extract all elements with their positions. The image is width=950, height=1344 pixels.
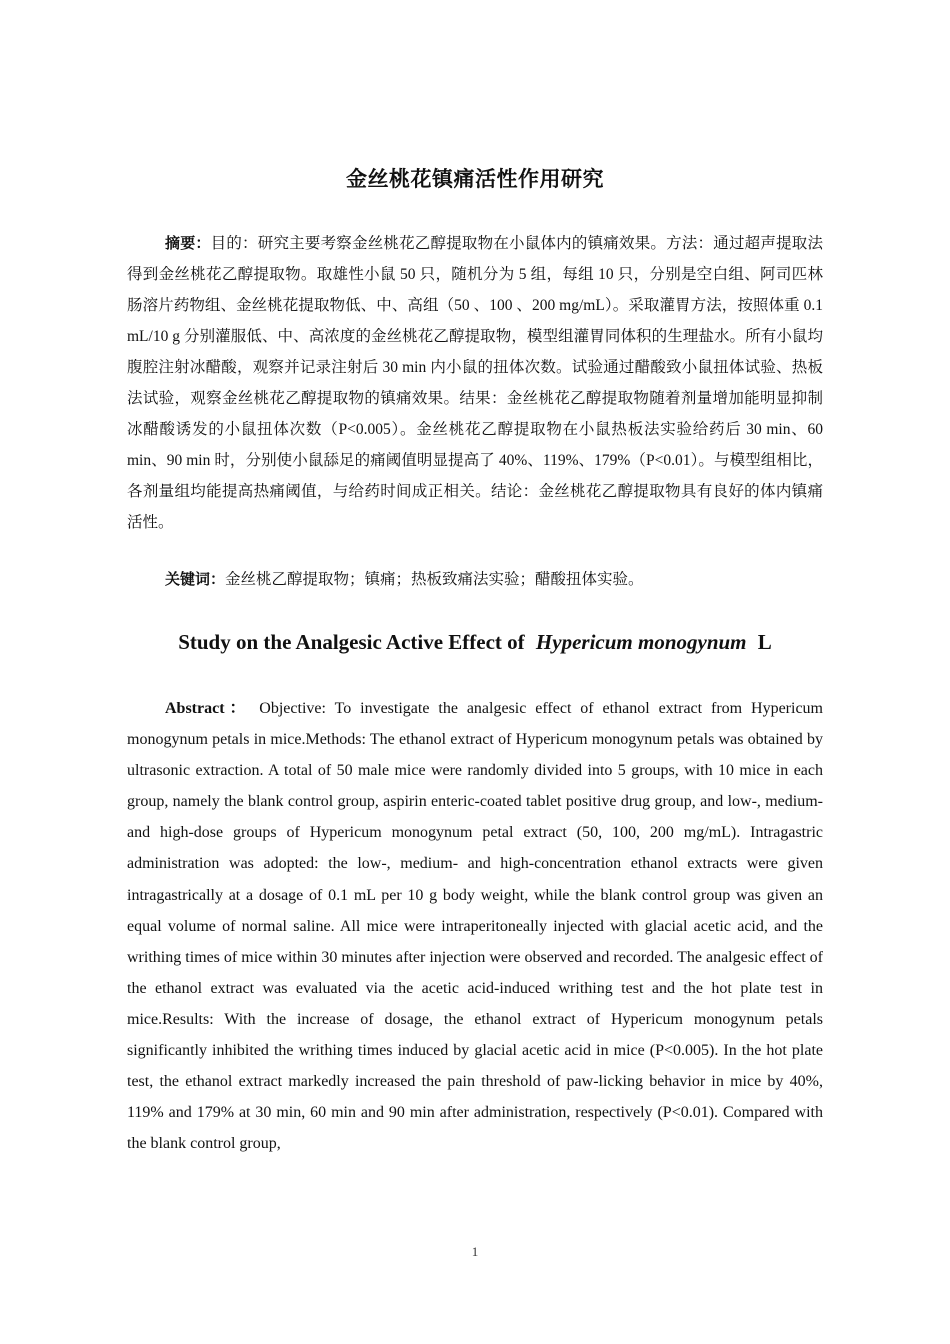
- chinese-keywords-text: 金丝桃乙醇提取物；镇痛；热板致痛法实验；醋酸扭体实验。: [225, 571, 644, 588]
- chinese-title: 金丝桃花镇痛活性作用研究: [346, 167, 604, 191]
- english-title-suffix: L: [757, 630, 772, 654]
- chinese-abstract-text: 目的：研究主要考察金丝桃花乙醇提取物在小鼠体内的镇痛效果。方法：通过超声提取法得到金丝桃花乙醇提取物。取雄性小鼠 50 只，随机分为 5 组，每组 10 只，分别是空白组、阿司匹林肠溶片药物组、金丝桃花提取物低、中、高组（50 、100 、200 mg/mL）。采取灌胃方法，按照体重 0.1 mL/10 g 分别灌服低、中、高浓度的金丝桃花乙醇提取物，模型组灌胃同体积的生理盐水。所有小鼠均腹腔注射冰醋酸，观察并记录注射后 30 min 内小鼠的扭体次数。试验通过醋酸致小鼠扭体试验、热板法试验，观察金丝桃花乙醇提取物的镇痛效果。结果：金丝桃花乙醇提取物随着剂量增加能明显抑制冰醋酸诱发的小鼠扭体次数（P<0.005）。金丝桃花乙醇提取物在小鼠热板法实验给药后 30 min、60 min、90 min 时，分别使小鼠舔足的痛阈值明显提高了 40%、119%、179%（P<0.01）。与模型组相比，各剂量组均能提高热痛阈值，与给药时间成正相关。结论：金丝桃花乙醇提取物具有良好的体内镇痛活性。: [127, 235, 823, 531]
- chinese-keywords-label: 关键词：: [165, 570, 226, 588]
- english-abstract: [127, 693, 823, 1159]
- english-title: [0, 630, 950, 655]
- english-abstract-label: Abstract：: [165, 700, 251, 717]
- english-title-prefix: Study on the Analgesic Active Effect of: [178, 630, 525, 654]
- chinese-abstract: [127, 228, 823, 538]
- english-title-species: Hypericum monogynum: [535, 630, 747, 654]
- english-abstract-text: Objective: To investigate the analgesic effect of ethanol extract from Hypericum monogynum petals in mice.Methods: The ethanol extract of Hypericum monogynum petals was obtained by ultrasonic extraction. A total of 50 male mice were randomly divided into 5 groups, with 10 mice in each group, namely the blank control group, aspirin enteric-coated tablet positive drug group, and low-, medium- and high-dose groups of Hypericum monogynum petal extract (50, 100, 200 mg/mL). Intragastric administration was adopted: the low-, medium- and high-concentration ethanol extracts were given intragastrically at a dosage of 0.1 mL per 10 g body weight, while the blank control group was given an equal volume of normal saline. All mice were intraperitoneally injected with glacial acetic acid, and the writhing times of mice within 30 minutes after injection were observed and recorded. The analgesic effect of the ethanol extract was evaluated via the acetic acid-induced writhing test and the hot plate test in mice.Results: With the increase of dosage, the ethanol extract of Hypericum monogynum petals significantly inhibited the writhing times induced by glacial acetic acid in mice (P<0.005). In the hot plate test, the ethanol extract markedly increased the pain threshold of paw-licking behavior in mice by 40%, 119% and 179% at 30 min, 60 min and 90 min after administration, respectively (P<0.01). Compared with the blank control group,: [127, 700, 823, 1153]
- chinese-abstract-label: 摘要：: [165, 234, 211, 252]
- page-number: 1: [471, 1244, 479, 1259]
- chinese-keywords: [127, 566, 823, 593]
